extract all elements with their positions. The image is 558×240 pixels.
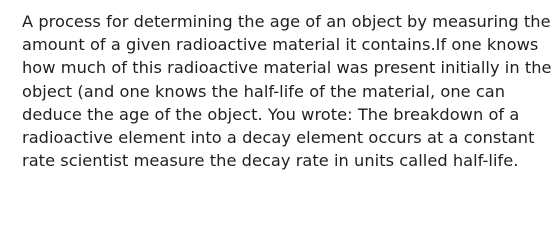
- text-line: amount of a given radioactive material it contains.If one knows: [22, 35, 539, 55]
- text-line: deduce the age of the object. You wrote: The breakdown of a: [22, 104, 520, 124]
- text-line: object (and one knows the half-life of the material, one can: [22, 81, 506, 101]
- text-line: how much of this radioactive material was present initially in the: [22, 58, 552, 78]
- text-line: A process for determining the age of an object by measuring the: [22, 12, 551, 31]
- definition-text: [22, 10, 552, 172]
- text-line: radioactive element into a decay element occurs at a constant: [22, 128, 535, 148]
- text-line: rate scientist measure the decay rate in units called half-life.: [22, 151, 519, 171]
